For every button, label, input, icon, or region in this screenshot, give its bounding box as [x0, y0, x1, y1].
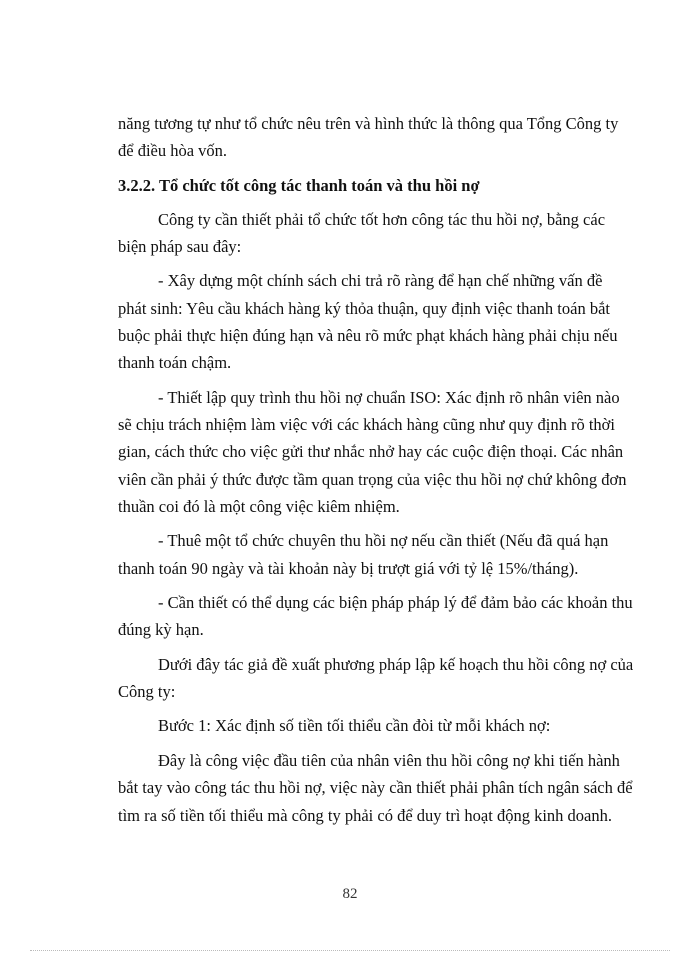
text-line: buộc phải thực hiện đúng hạn và nêu rõ mức phạt khách hàng phải chịu nếu [118, 326, 618, 345]
text-line: - Cần thiết có thể dụng các biện pháp pháp lý để đảm bảo các khoản thu [158, 593, 633, 612]
text-line: Dưới đây tác giả đề xuất phương pháp lập kế hoạch thu hồi công nợ của [158, 655, 634, 674]
text-line: Bước 1: Xác định số tiền tối thiểu cần đòi từ mỗi khách nợ: [158, 716, 551, 735]
text-line: để điều hòa vốn. [118, 141, 228, 160]
text-line: bắt tay vào công tác thu hồi nợ, việc này cần thiết phải phân tích ngân sách để [118, 778, 633, 797]
text-line: - Xây dựng một chính sách chi trả rõ ràng để hạn chế những vấn đề [158, 271, 603, 290]
page-bottom-border [30, 950, 670, 951]
text-line: biện pháp sau đây: [118, 237, 242, 256]
text-line: Đây là công việc đầu tiên của nhân viên thu hồi công nợ khi tiến hành [158, 751, 620, 770]
text-line: Công ty: [118, 682, 176, 701]
text-line: viên cần phải ý thức được tầm quan trọng của việc thu hồi nợ chứ không đơn [118, 470, 627, 489]
text-line: phát sinh: Yêu cầu khách hàng ký thỏa thuận, quy định việc thanh toán bắt [118, 299, 610, 318]
text-line: thuần coi đó là một công việc kiêm nhiệm. [118, 497, 400, 516]
text-line: thanh toán chậm. [118, 353, 232, 372]
text-line: - Thiết lập quy trình thu hồi nợ chuẩn ISO: Xác định rõ nhân viên nào [158, 388, 620, 407]
text-line: tìm ra số tiền tối thiểu mà công ty phải có để duy trì hoạt động kinh doanh. [118, 806, 612, 825]
page-number: 82 [342, 886, 358, 902]
text-line: - Thuê một tổ chức chuyên thu hồi nợ nếu cần thiết (Nếu đã quá hạn [158, 531, 609, 550]
text-line: gian, cách thức cho việc gửi thư nhắc nhở hay các cuộc điện thoại. Các nhân [118, 442, 624, 461]
text-line: Công ty cần thiết phải tổ chức tốt hơn công tác thu hồi nợ, bằng các [158, 210, 606, 229]
text-line: sẽ chịu trách nhiệm làm việc với các khách hàng cũng như quy định rõ thời [118, 415, 615, 434]
text-line: đúng kỳ hạn. [118, 620, 204, 639]
text-line: thanh toán 90 ngày và tài khoản này bị trượt giá với tỷ lệ 15%/tháng). [118, 559, 579, 578]
section-heading: 3.2.2. Tổ chức tốt công tác thanh toán và thu hồi nợ [118, 176, 480, 195]
text-line: năng tương tự như tổ chức nêu trên và hình thức là thông qua Tổng Công ty [118, 114, 619, 133]
